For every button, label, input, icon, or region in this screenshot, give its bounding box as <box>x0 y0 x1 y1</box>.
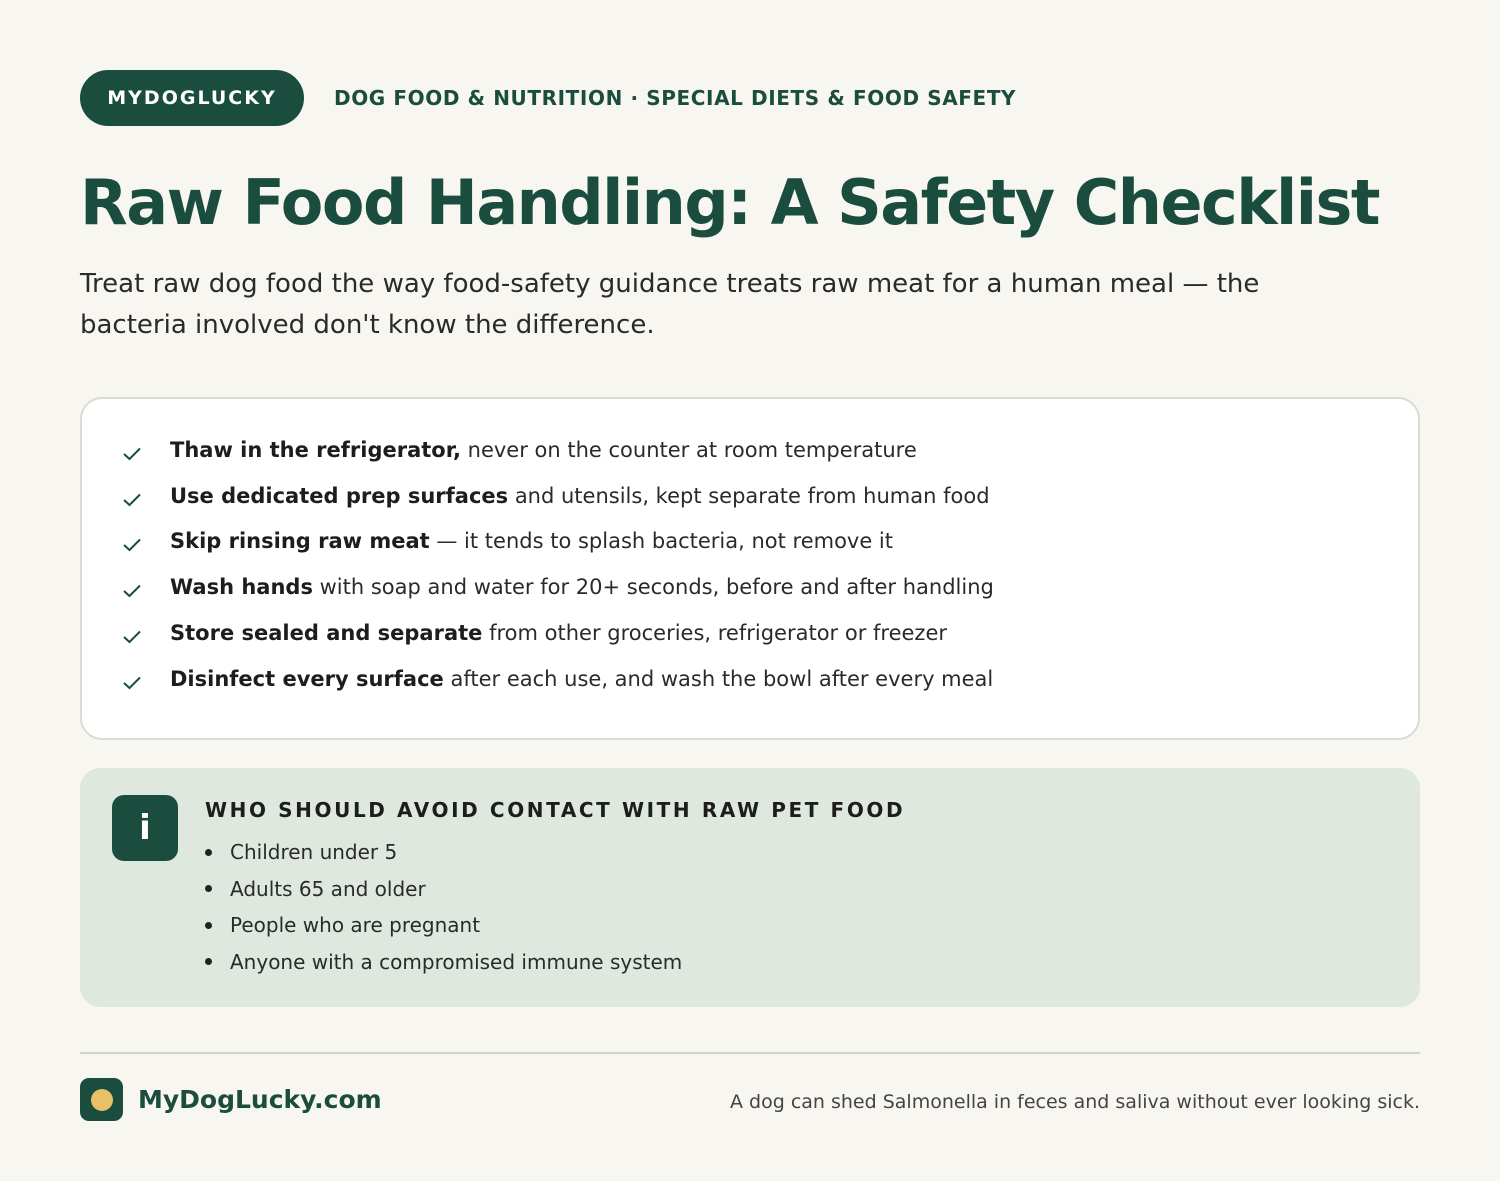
checklist-item <box>122 519 1378 565</box>
breadcrumb[interactable]: DOG FOOD & NUTRITION · SPECIAL DIETS & FOOD SAFETY <box>334 86 1017 110</box>
bullet-icon <box>205 849 212 856</box>
check-icon <box>122 668 170 690</box>
checklist-item-bold: Store sealed and separate <box>170 621 483 646</box>
info-list <box>205 834 682 980</box>
info-list-item <box>205 944 682 981</box>
checklist-item <box>122 427 1378 473</box>
page-subtitle: Treat raw dog food the way food-safety guidance treats raw meat for a human meal — the bacteria involved don't know the difference. <box>80 269 1260 340</box>
checklist-item-bold: Disinfect every surface <box>170 666 444 691</box>
checklist-item <box>122 610 1378 656</box>
info-heading: WHO SHOULD AVOID CONTACT WITH RAW PET FOOD <box>205 798 906 822</box>
checklist-item-bold: Use dedicated prep surfaces <box>170 483 509 508</box>
checklist-item-bold: Skip rinsing raw meat <box>170 529 430 554</box>
checklist-item-text <box>170 484 990 508</box>
header <box>80 70 1016 126</box>
check-icon <box>122 530 170 552</box>
checklist-item-text <box>170 667 993 691</box>
checklist-item-text <box>170 438 917 462</box>
checklist-item-rest: with soap and water for 20+ seconds, before and after handling <box>312 575 994 600</box>
checklist-item-bold: Wash hands <box>170 575 313 600</box>
checklist-item-rest: — it tends to splash bacteria, not remove it <box>429 529 894 554</box>
brand-badge[interactable]: MYDOGLUCKY <box>80 70 304 126</box>
checklist-item-rest: after each use, and wash the bowl after every meal <box>443 666 994 691</box>
footer-logo[interactable] <box>80 1078 382 1121</box>
info-icon: i <box>112 795 178 861</box>
checklist-item-text <box>170 575 994 599</box>
checklist-item <box>122 564 1378 610</box>
info-list-item <box>205 834 682 871</box>
checklist-item-bold: Thaw in the refrigerator, <box>170 437 461 462</box>
check-icon <box>122 485 170 507</box>
info-list-item-text: People who are pregnant <box>230 913 481 938</box>
logo-icon <box>80 1078 123 1121</box>
checklist-item-text <box>170 529 893 553</box>
info-callout <box>80 768 1420 1007</box>
checklist-item <box>122 473 1378 519</box>
checklist-item-rest: never on the counter at room temperature <box>460 437 917 462</box>
checklist-item-rest: from other groceries, refrigerator or freezer <box>482 621 947 646</box>
info-list-item-text: Children under 5 <box>230 840 398 865</box>
footer-note: A dog can shed Salmonella in feces and saliva without ever looking sick. <box>730 1091 1420 1113</box>
check-icon <box>122 576 170 598</box>
info-list-item-text: Anyone with a compromised immune system <box>230 949 683 974</box>
checklist-item-rest: and utensils, kept separate from human food <box>508 483 990 508</box>
check-icon <box>122 439 170 461</box>
bullet-icon <box>205 958 212 965</box>
bullet-icon <box>205 885 212 892</box>
footer-divider <box>80 1052 1420 1054</box>
checklist-card <box>80 397 1420 740</box>
check-icon <box>122 622 170 644</box>
checklist-item-text <box>170 621 947 645</box>
checklist-item <box>122 656 1378 702</box>
page-title: Raw Food Handling: A Safety Checklist <box>80 166 1380 239</box>
info-list-item <box>205 871 682 908</box>
logo-dot <box>91 1089 113 1111</box>
info-list-item-text: Adults 65 and older <box>230 876 426 901</box>
info-list-item <box>205 907 682 944</box>
bullet-icon <box>205 922 212 929</box>
footer-brand: MyDogLucky.com <box>138 1085 382 1114</box>
